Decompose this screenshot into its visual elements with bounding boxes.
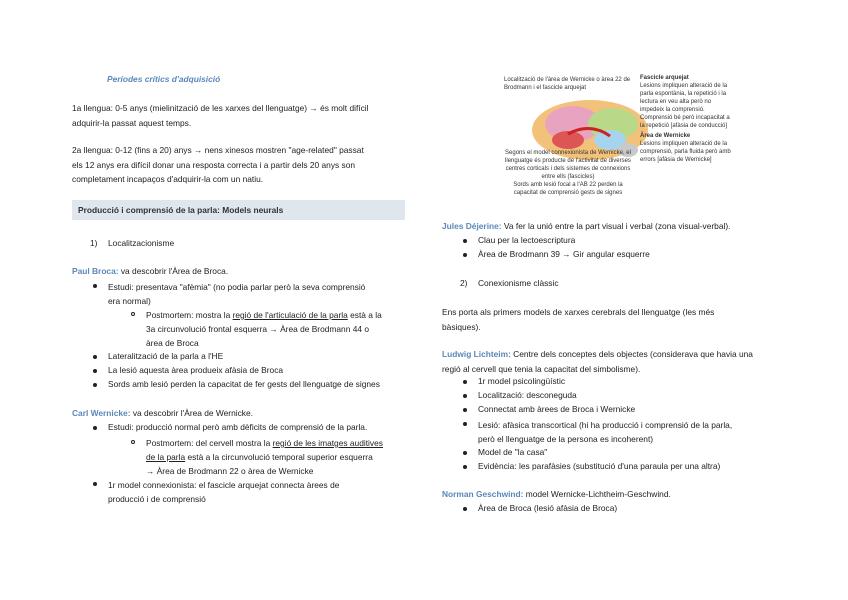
list-number: 2) (460, 278, 468, 288)
lichtheim-paragraph (442, 347, 776, 376)
bullet-dot (93, 482, 97, 486)
sub-bullet-circle (131, 312, 135, 316)
bullet-dot (463, 380, 467, 384)
text-line: bàsiques). (442, 321, 481, 332)
bullet-dot (93, 284, 97, 288)
author-name: Norman Geschwind: (442, 489, 524, 499)
geschwind-paragraph (442, 489, 671, 499)
section-title-bar: Producció i comprensió de la parla: Models neurals (72, 200, 405, 220)
text-line: els 12 anys era difícil donar una resposta correcta i a partir dels 20 anys son (72, 159, 356, 170)
broca-paragraph (72, 266, 228, 276)
brain-figure (500, 72, 740, 202)
section-heading: Períodes crítics d'adquisició (107, 74, 221, 84)
text-line (146, 308, 406, 322)
figure-caption-bottom (504, 149, 632, 197)
sub-list-item (146, 436, 406, 478)
text-line: 1a llengua: 0-5 anys (mielinització de les xarxes del llenguatge) → és molt difícil (72, 103, 369, 113)
paragraph-first-language (72, 101, 406, 130)
text-span: Postmortem: mostra la (146, 310, 233, 320)
author-text: Centre dels conceptes dels objectes (considerava que havia una (510, 349, 753, 359)
underlined-text: regió de l'articulació de la parla (232, 310, 348, 320)
list-item: Àrea de Broca (lesió afàsia de Broca) (478, 503, 618, 513)
list-item: 1r model psicolingüístic (478, 376, 566, 386)
text-line: Estudi: presentava "afèmia" (no podia parlar però la seva comprensió (108, 282, 366, 292)
author-text: va descobrir l'Àrea de Wernicke. (130, 408, 253, 418)
list-item: Clau per la lectoescriptura (478, 235, 576, 245)
bullet-dot (463, 451, 467, 455)
list-item: Estudi: producció normal però amb dèficits de comprensió de la parla. (108, 422, 368, 432)
author-text: model Wernicke-Lichtheim-Geschwind. (523, 489, 671, 499)
text-line: Segons el model connexionista de Wernicke, el llenguatge és producte de l'activitat de diverses centres corticals i dels sistemes de connexions entre ells (fascicles) (505, 150, 631, 180)
text-line: Fascicle arquejat (640, 75, 689, 81)
text-span: està a la (347, 310, 382, 320)
text-line: però el llenguatge de la persona es incoherent) (478, 434, 654, 444)
text-line: 3a circunvolució frontal esquerra → Àrea de Brodmann 44 o (146, 324, 369, 334)
author-name: Ludwig Lichteim: (442, 349, 511, 359)
author-name: Carl Wernicke: (72, 408, 131, 418)
text-line: producció i de comprensió (108, 494, 206, 504)
text-line: Lesions impliquen alteració de la parla espontània, la repetició i la lectura en veu alta però no impedeix la comprensió. Comprensió bé però incapacitat a la repetició [afàsia de conducció] (640, 83, 730, 129)
text-line: era normal) (108, 296, 151, 306)
sub-list-item (146, 308, 406, 350)
text-line: → Àrea de Brodmann 22 o àrea de Wernicke (146, 466, 314, 476)
text-line: Àrea de Wernicke (640, 133, 691, 139)
author-text: va descobrir l'Àrea de Broca. (118, 266, 229, 276)
bullet-dot (93, 426, 97, 430)
text-line: Ens porta als primers models de xarxes cerebrals del llenguatge (les més (442, 307, 715, 317)
figure-side-notes (640, 74, 732, 164)
bullet-dot (463, 422, 467, 426)
list-item: Lateralització de la parla a l'HE (108, 351, 224, 361)
text-line (146, 436, 406, 450)
list-number: 1) (90, 238, 98, 248)
author-name: Paul Broca: (72, 266, 119, 276)
list-item: Model de "la casa" (478, 447, 548, 457)
author-text: Va fer la unió entre la part visual i verbal (zona visual-verbal). (501, 221, 731, 231)
list-item: La lesió aquesta àrea produeix afàsia de Broca (108, 365, 284, 375)
bullet-dot (463, 394, 467, 398)
bullet-dot (93, 383, 97, 387)
text-line: 2a llengua: 0-12 (fins a 20) anys → nens xinesos mostren "age-related" passat (72, 145, 364, 155)
text-line: Lesions impliquen alteració de la comprensió, parla fluida però amb errors [afàsia de Wernicke] (640, 141, 731, 163)
text-line: regió al cervell que tenia la capacitat del simbolisme). (442, 363, 641, 374)
list-item: Evidència: les parafàsies (substitució d'una paraula per una altra) (478, 461, 721, 471)
underlined-text: regió de les imatges auditives (272, 438, 383, 448)
bullet-dot (463, 465, 467, 469)
bullet-dot (93, 355, 97, 359)
text-line: Lesió: afàsica transcortical (hi ha producció i comprensió de la parla, (478, 420, 733, 430)
text-line (146, 450, 406, 464)
bullet-dot (463, 507, 467, 511)
underlined-text: de la parla (146, 452, 186, 462)
wernicke-paragraph (72, 408, 253, 418)
text-line: Sords amb lesió focal a l'AB 22 perden la capacitat de comprensió gests de signes (513, 182, 623, 196)
author-name: Jules Déjerine: (442, 221, 502, 231)
connexionism-paragraph (442, 305, 776, 334)
text-span: Postmortem: del cervell mostra la (146, 438, 273, 448)
text-line: completament incapaços d'adquirir-la com un natiu. (72, 174, 264, 184)
text-span: està a la circunvolució temporal superior esquerra (185, 452, 373, 462)
text-line: adquirir-la passat aquest temps. (72, 117, 192, 128)
text-line: 1r model connexionista: el fascicle arquejat connecta àrees de (108, 480, 340, 490)
paragraph-second-language (72, 143, 406, 187)
dejerine-paragraph (442, 221, 730, 231)
list-item: Connectat amb àrees de Broca i Wernicke (478, 404, 636, 414)
bullet-dot (463, 239, 467, 243)
text-line: àrea de Broca (146, 338, 199, 348)
list-title: Localitzacionisme (108, 238, 175, 248)
list-item: Àrea de Brodmann 39 → Gir angular esquerre (478, 249, 650, 259)
bullet-dot (463, 253, 467, 257)
list-title: Conexionisme clàssic (478, 278, 559, 288)
bullet-dot (93, 369, 97, 373)
list-item (108, 280, 406, 308)
sub-bullet-circle (131, 440, 135, 444)
list-item (478, 418, 776, 446)
bullet-dot (463, 408, 467, 412)
list-item: Localització: desconeguda (478, 390, 577, 400)
list-item: Sords amb lesió perden la capacitat de fer gests del llenguatge de signes (108, 379, 380, 389)
figure-caption-top: Localització de l'àrea de Wernicke o àrea 22 de Brodmann i el fascicle arquejat (504, 77, 631, 91)
list-item (108, 478, 406, 506)
text-line (442, 347, 776, 362)
